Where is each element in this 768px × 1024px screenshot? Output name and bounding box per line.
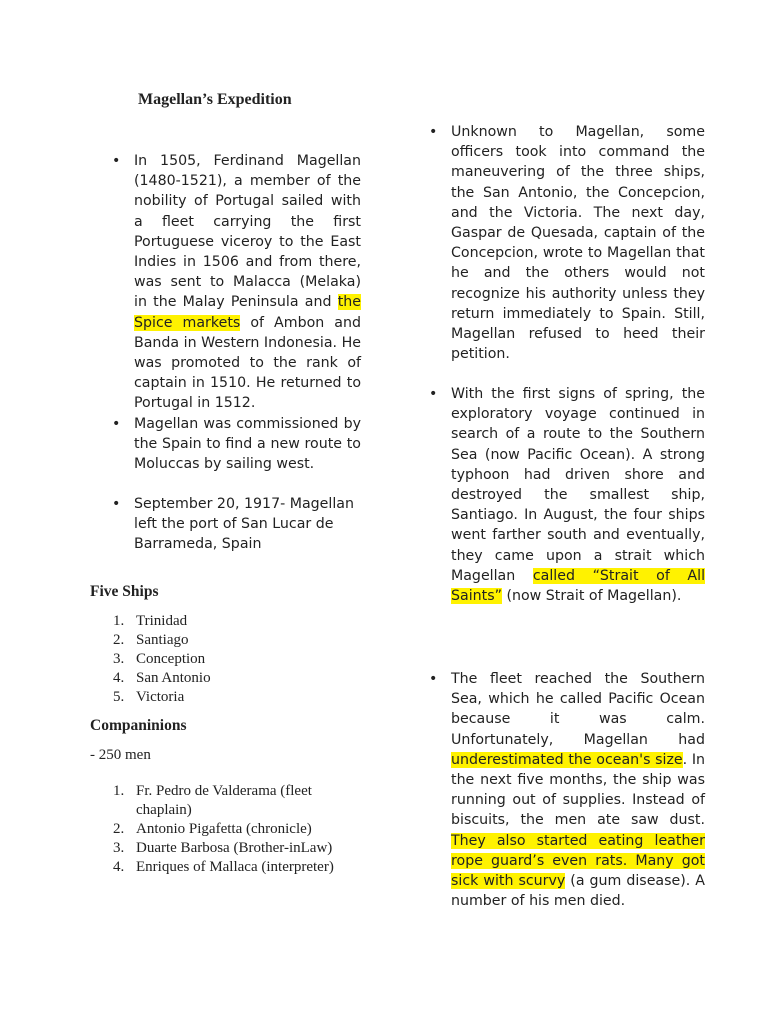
list-item: 3. Duarte Barbosa (Brother-inLaw) <box>113 840 333 856</box>
list-item: 5. Victoria <box>113 689 185 705</box>
left-bullet-list <box>134 414 361 475</box>
companions-heading: Companinions <box>90 717 187 734</box>
highlighted-text: the Spice markets <box>134 294 361 331</box>
highlighted-text: underestimated the ocean's size <box>451 751 683 768</box>
men-count: - 250 men <box>90 747 151 763</box>
page-title: Magellan’s Expedition <box>138 91 292 108</box>
list-item: 1. Fr. Pedro de Valderama (fleet chaplain) <box>113 783 312 818</box>
highlighted-text: called “Strait of All Saints” <box>451 567 706 605</box>
bullet-item: • Magellan was commissioned by the Spain to find a new route to Moluccas by sailing west. <box>134 414 361 475</box>
list-item: 4. San Antonio <box>113 670 211 686</box>
list-item: 2. Antonio Pigafetta (chronicle) <box>113 821 312 837</box>
bullet-item: • In 1505, Ferdinand Magellan (1480-1521), a member of the nobility of Portugal sailed with a fleet carrying the first Portuguese viceroy to the East Indies in 1506 and from there, was sent to Malacca (Melaka) in the Malay Peninsula and the Spice markets of Ambon and Banda in Western Indonesia. He was promoted to the rank of captain in 1510. He returned to Portugal in 1512. <box>134 151 361 414</box>
five-ships-list <box>113 612 211 707</box>
list-item: 2. Santiago <box>113 632 189 648</box>
left-bullet-list <box>134 494 356 555</box>
bullet-item: • With the first signs of spring, the exploratory voyage continued in search of a route to the Southern Sea (now Pacific Ocean). A strong typhoon had driven shore and destroyed the smallest ship, Santiago. In August, the four ships went farther south and eventually, they came upon a strait which Magellan called “Strait of All Saints” (now Strait of Magellan). <box>451 384 705 606</box>
companions-list <box>113 782 366 877</box>
list-item: 1. Trinidad <box>113 613 188 629</box>
list-item: 4. Enriques of Mallaca (interpreter) <box>113 859 334 875</box>
bullet-item: • September 20, 1917- Magellan left the port of San Lucar de Barrameda, Spain <box>134 494 356 555</box>
highlighted-text: They also started eating leather rope guard’s even rats. Many got sick with scurvy <box>451 832 705 890</box>
left-bullet-list <box>134 151 361 414</box>
list-item: 3. Conception <box>113 651 206 667</box>
bullet-item: • The fleet reached the Southern Sea, which he called Pacific Ocean because it was calm. Unfortunately, Magellan had underestimated the ocean's size. In the next five months, the ship was running out of supplies. Instead of biscuits, the men ate saw dust. They also started eating leather rope guard’s even rats. Many got sick with scurvy (a gum disease). A number of his men died. <box>451 669 705 911</box>
right-bullet-list <box>451 384 705 606</box>
bullet-item: • Unknown to Magellan, some officers took into command the maneuvering of the three ships, the San Antonio, the Concepcion, and the Victoria. The next day, Gaspar de Quesada, captain of the Concepcion, wrote to Magellan that he and the others would not recognize his authority unless they return immediately to Spain. Still, Magellan refused to heed their petition. <box>451 122 705 364</box>
right-bullet-list <box>451 669 705 911</box>
five-ships-heading: Five Ships <box>90 583 159 600</box>
right-bullet-list <box>451 122 705 364</box>
